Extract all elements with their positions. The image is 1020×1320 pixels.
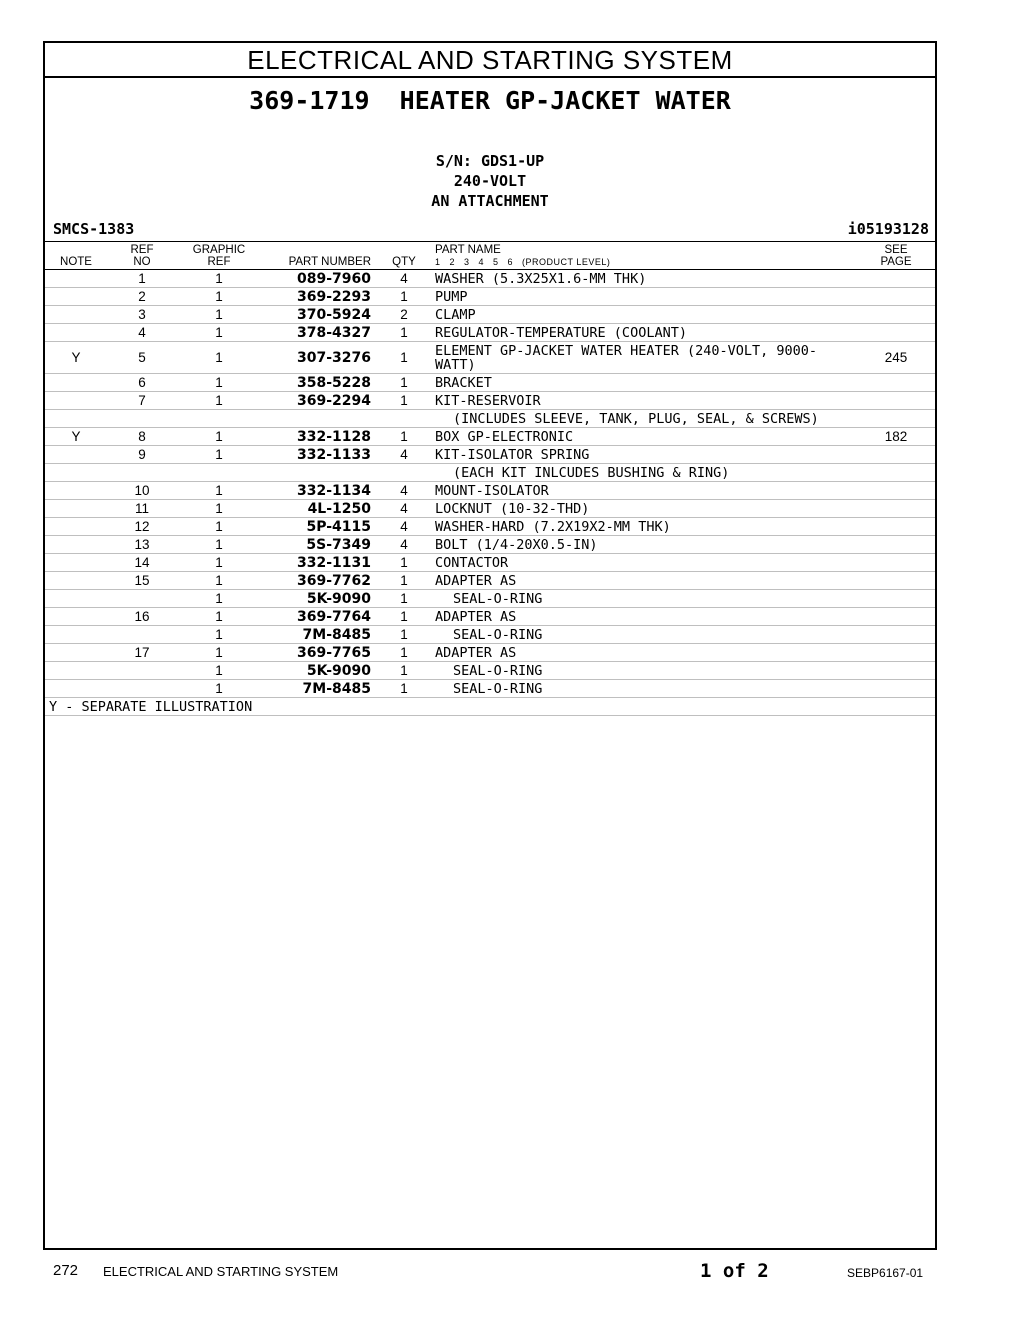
table-row [45, 464, 935, 482]
row-see-page [857, 410, 935, 428]
row-part-name: KIT-ISOLATOR SPRING [427, 446, 857, 464]
table-row [45, 626, 935, 644]
row-graphic-ref: 1 [177, 324, 261, 342]
row-qty: 1 [381, 288, 427, 306]
row-graphic-ref: 1 [177, 446, 261, 464]
row-see-page [857, 306, 935, 324]
row-qty: 4 [381, 500, 427, 518]
row-graphic-ref: 1 [177, 536, 261, 554]
row-ref-no [107, 662, 177, 680]
row-note [45, 464, 107, 482]
row-part-name: SEAL-O-RING [427, 626, 857, 644]
row-part-name: ADAPTER AS [427, 608, 857, 626]
row-note [45, 518, 107, 536]
row-qty: 1 [381, 680, 427, 698]
row-qty: 1 [381, 374, 427, 392]
row-qty: 4 [381, 536, 427, 554]
row-part-number: 5S-7349 [261, 536, 381, 554]
table-row [45, 270, 935, 288]
table-row [45, 324, 935, 342]
row-part-number: 7M-8485 [261, 626, 381, 644]
table-row [45, 306, 935, 324]
row-note [45, 446, 107, 464]
row-note [45, 662, 107, 680]
row-ref-no: 12 [107, 518, 177, 536]
row-part-number: 332-1133 [261, 446, 381, 464]
row-ref-no: 9 [107, 446, 177, 464]
row-graphic-ref: 1 [177, 288, 261, 306]
row-qty: 4 [381, 482, 427, 500]
row-see-page [857, 374, 935, 392]
col-qty: QTY [381, 242, 427, 270]
row-graphic-ref: 1 [177, 590, 261, 608]
row-part-number: 332-1134 [261, 482, 381, 500]
row-part-name: ADAPTER AS [427, 572, 857, 590]
row-ref-no: 6 [107, 374, 177, 392]
row-part-name: ELEMENT GP-JACKET WATER HEATER (240-VOLT, 9000-WATT) [427, 342, 857, 374]
row-part-name: ADAPTER AS [427, 644, 857, 662]
serial-number: S/N: GDS1-UP [435, 152, 545, 170]
parts-table-wrapper [45, 241, 935, 716]
table-row [45, 608, 935, 626]
row-part-name: KIT-RESERVOIR [427, 392, 857, 410]
row-part-number: 358-5228 [261, 374, 381, 392]
row-note [45, 270, 107, 288]
row-part-name: REGULATOR-TEMPERATURE (COOLANT) [427, 324, 857, 342]
row-graphic-ref: 1 [177, 554, 261, 572]
row-part-number: 332-1131 [261, 554, 381, 572]
row-note [45, 608, 107, 626]
row-note [45, 554, 107, 572]
row-ref-no [107, 680, 177, 698]
row-qty: 1 [381, 644, 427, 662]
table-header-row [45, 242, 935, 270]
row-graphic-ref: 1 [177, 500, 261, 518]
row-note [45, 306, 107, 324]
table-row [45, 680, 935, 698]
row-ref-no [107, 410, 177, 428]
row-part-number: 5P-4115 [261, 518, 381, 536]
row-graphic-ref: 1 [177, 680, 261, 698]
row-qty: 2 [381, 306, 427, 324]
table-row [45, 536, 935, 554]
row-part-number: 369-7762 [261, 572, 381, 590]
table-row [45, 518, 935, 536]
row-see-page [857, 500, 935, 518]
row-qty [381, 410, 427, 428]
row-part-number: 369-7765 [261, 644, 381, 662]
table-row [45, 342, 935, 374]
row-graphic-ref: 1 [177, 518, 261, 536]
table-row [45, 288, 935, 306]
row-ref-no: 15 [107, 572, 177, 590]
group-header [45, 78, 935, 715]
row-qty: 1 [381, 590, 427, 608]
row-note [45, 392, 107, 410]
row-see-page [857, 288, 935, 306]
footnote: Y - SEPARATE ILLUSTRATION [45, 698, 935, 716]
attachment-label: AN ATTACHMENT [431, 192, 549, 210]
table-row [45, 554, 935, 572]
row-note [45, 572, 107, 590]
row-part-number: 5K-9090 [261, 590, 381, 608]
row-qty: 4 [381, 446, 427, 464]
product-levels: 1 2 3 4 5 6 (PRODUCT LEVEL) [435, 257, 611, 267]
parts-table [45, 242, 935, 716]
row-part-number: 4L-1250 [261, 500, 381, 518]
row-graphic-ref: 1 [177, 374, 261, 392]
row-ref-no: 2 [107, 288, 177, 306]
row-ref-no [107, 464, 177, 482]
row-graphic-ref: 1 [177, 306, 261, 324]
row-ref-no: 10 [107, 482, 177, 500]
row-part-number: 369-2294 [261, 392, 381, 410]
row-see-page [857, 518, 935, 536]
table-row [45, 374, 935, 392]
row-graphic-ref: 1 [177, 662, 261, 680]
row-qty: 1 [381, 608, 427, 626]
row-ref-no [107, 590, 177, 608]
row-graphic-ref: 1 [177, 626, 261, 644]
row-part-number [261, 410, 381, 428]
table-row [45, 590, 935, 608]
row-see-page [857, 608, 935, 626]
page-of: 1 of 2 [700, 1260, 769, 1282]
row-see-page [857, 644, 935, 662]
row-see-page [857, 662, 935, 680]
row-see-page [857, 464, 935, 482]
row-see-page [857, 270, 935, 288]
page-number: 272 [53, 1262, 79, 1279]
table-row [45, 500, 935, 518]
row-note [45, 374, 107, 392]
row-ref-no: 7 [107, 392, 177, 410]
page-footer [0, 1260, 1020, 1290]
section-title: ELECTRICAL AND STARTING SYSTEM [45, 43, 935, 78]
table-row [45, 662, 935, 680]
row-see-page [857, 590, 935, 608]
row-ref-no: 14 [107, 554, 177, 572]
row-qty [381, 464, 427, 482]
row-qty: 1 [381, 324, 427, 342]
row-qty: 4 [381, 270, 427, 288]
page-frame [43, 41, 937, 1250]
col-part-number: PART NUMBER [261, 242, 381, 270]
table-row [45, 572, 935, 590]
col-ref-no: REF NO [107, 242, 177, 270]
row-see-page [857, 680, 935, 698]
row-ref-no: 17 [107, 644, 177, 662]
row-part-number: 5K-9090 [261, 662, 381, 680]
row-part-name: SEAL-O-RING [427, 590, 857, 608]
row-qty: 1 [381, 662, 427, 680]
col-part-name: PART NAME 1 2 3 4 5 6 (PRODUCT LEVEL) [427, 242, 857, 270]
row-part-name: WASHER-HARD (7.2X19X2-MM THK) [427, 518, 857, 536]
row-note [45, 590, 107, 608]
row-see-page [857, 324, 935, 342]
row-part-number: 089-7960 [261, 270, 381, 288]
row-part-name: BOX GP-ELECTRONIC [427, 428, 857, 446]
row-ref-no: 4 [107, 324, 177, 342]
row-note [45, 536, 107, 554]
voltage-label: 240-VOLT [453, 172, 527, 190]
row-ref-no: 11 [107, 500, 177, 518]
row-part-name: BRACKET [427, 374, 857, 392]
col-note: NOTE [45, 242, 107, 270]
footnote-row [45, 698, 935, 716]
row-part-name: MOUNT-ISOLATOR [427, 482, 857, 500]
row-ref-no: 1 [107, 270, 177, 288]
row-graphic-ref: 1 [177, 572, 261, 590]
row-note [45, 324, 107, 342]
row-see-page: 245 [857, 342, 935, 374]
row-see-page [857, 392, 935, 410]
row-part-name: BOLT (1/4-20X0.5-IN) [427, 536, 857, 554]
row-ref-no: 16 [107, 608, 177, 626]
row-note [45, 288, 107, 306]
row-part-number: 307-3276 [261, 342, 381, 374]
row-graphic-ref [177, 410, 261, 428]
row-part-number: 370-5924 [261, 306, 381, 324]
row-graphic-ref: 1 [177, 270, 261, 288]
table-row [45, 392, 935, 410]
row-note: Y [45, 428, 107, 446]
row-note [45, 410, 107, 428]
row-part-name: CONTACTOR [427, 554, 857, 572]
row-part-number [261, 464, 381, 482]
row-part-name: SEAL-O-RING [427, 662, 857, 680]
row-graphic-ref: 1 [177, 482, 261, 500]
col-graphic-ref: GRAPHIC REF [177, 242, 261, 270]
row-graphic-ref: 1 [177, 644, 261, 662]
row-part-number: 378-4327 [261, 324, 381, 342]
row-qty: 1 [381, 392, 427, 410]
row-part-name: CLAMP [427, 306, 857, 324]
row-part-name: (EACH KIT INLCUDES BUSHING & RING) [427, 464, 857, 482]
row-note [45, 644, 107, 662]
row-see-page [857, 482, 935, 500]
row-ref-no: 5 [107, 342, 177, 374]
row-graphic-ref: 1 [177, 342, 261, 374]
row-part-number: 7M-8485 [261, 680, 381, 698]
row-graphic-ref [177, 464, 261, 482]
table-row [45, 446, 935, 464]
row-part-number: 369-7764 [261, 608, 381, 626]
row-ref-no [107, 626, 177, 644]
row-see-page [857, 626, 935, 644]
row-qty: 1 [381, 554, 427, 572]
row-qty: 4 [381, 518, 427, 536]
row-qty: 1 [381, 342, 427, 374]
row-part-name: WASHER (5.3X25X1.6-MM THK) [427, 270, 857, 288]
row-note [45, 482, 107, 500]
table-row [45, 428, 935, 446]
table-row [45, 410, 935, 428]
table-row [45, 482, 935, 500]
row-ref-no: 13 [107, 536, 177, 554]
row-part-name: (INCLUDES SLEEVE, TANK, PLUG, SEAL, & SCREWS) [427, 410, 857, 428]
row-graphic-ref: 1 [177, 392, 261, 410]
row-graphic-ref: 1 [177, 428, 261, 446]
row-ref-no: 8 [107, 428, 177, 446]
row-qty: 1 [381, 572, 427, 590]
table-row [45, 644, 935, 662]
col-see-page: SEE PAGE [857, 242, 935, 270]
smcs-code: SMCS-1383 [53, 220, 135, 238]
row-note: Y [45, 342, 107, 374]
row-part-number: 369-2293 [261, 288, 381, 306]
row-see-page [857, 536, 935, 554]
row-see-page: 182 [857, 428, 935, 446]
row-part-name: PUMP [427, 288, 857, 306]
row-see-page [857, 446, 935, 464]
footer-section: ELECTRICAL AND STARTING SYSTEM [103, 1264, 339, 1279]
group-title: 369-1719 HEATER GP-JACKET WATER [249, 86, 731, 115]
row-graphic-ref: 1 [177, 608, 261, 626]
row-part-number: 332-1128 [261, 428, 381, 446]
document-id: i05193128 [847, 220, 929, 238]
row-part-name: LOCKNUT (10-32-THD) [427, 500, 857, 518]
row-see-page [857, 554, 935, 572]
row-ref-no: 3 [107, 306, 177, 324]
row-part-name: SEAL-O-RING [427, 680, 857, 698]
row-qty: 1 [381, 428, 427, 446]
row-note [45, 680, 107, 698]
publication-number: SEBP6167-01 [847, 1266, 924, 1280]
row-note [45, 500, 107, 518]
row-qty: 1 [381, 626, 427, 644]
row-note [45, 626, 107, 644]
row-see-page [857, 572, 935, 590]
